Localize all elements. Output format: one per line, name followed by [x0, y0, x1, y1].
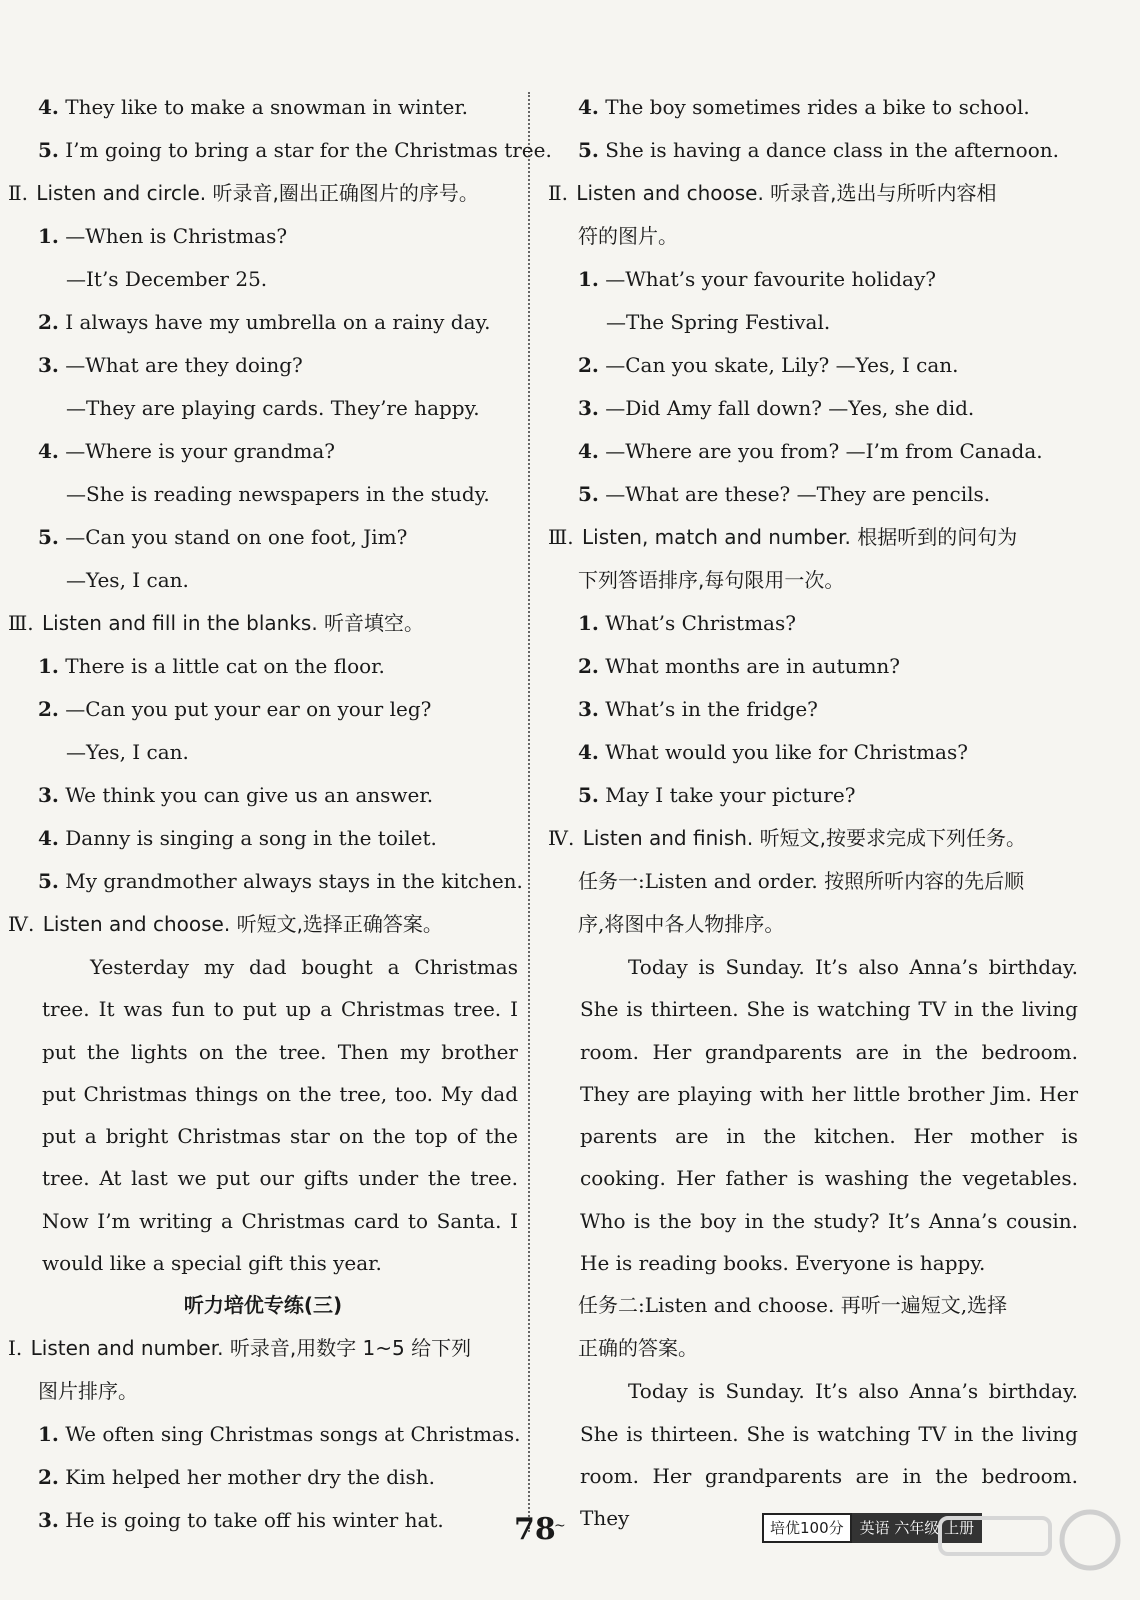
item-number: 5.	[578, 482, 599, 506]
item-text: He is going to take off his winter hat.	[58, 1508, 444, 1533]
list-item	[548, 602, 1078, 645]
item-text: —Can you stand on one foot, Jim?	[58, 525, 408, 549]
section-heading: Ⅲ. Listen and fill in the blanks. 听音填空。	[8, 611, 425, 635]
section-heading: Ⅲ. Listen, match and number. 根据听到的问句为	[548, 525, 1018, 549]
item-number: 2.	[38, 1465, 59, 1490]
list-item: 4. The boy sometimes rides a bike to school.	[578, 95, 1030, 119]
item-number: 1.	[578, 611, 599, 635]
list-item-continuation: —The Spring Festival.	[606, 310, 831, 334]
list-item: 4. They like to make a snowman in winter.	[38, 95, 469, 119]
item-text: —What’s your favourite holiday?	[598, 267, 936, 291]
section-heading-cont: 下列答语排序,每句限用一次。	[578, 568, 845, 592]
item-number: 1.	[38, 654, 59, 678]
list-item-continuation: —She is reading newspapers in the study.	[66, 482, 490, 506]
list-item	[548, 688, 1078, 731]
item-text: Danny is singing a song in the toilet.	[58, 826, 437, 850]
section-heading: Ⅳ. Listen and finish. 听短文,按要求完成下列任务。	[548, 826, 1026, 850]
item-number: 1.	[38, 224, 59, 248]
item-text: —Where is your grandma?	[58, 439, 336, 463]
section-items	[8, 645, 523, 903]
section-heading: Ⅱ. Listen and choose. 听录音,选出与所听内容相	[548, 181, 997, 205]
list-item	[8, 344, 518, 387]
list-item	[548, 731, 1078, 774]
item-text: May I take your picture?	[598, 783, 856, 807]
list-item: 5. She is having a dance class in the afternoon.	[578, 138, 1059, 162]
section-items	[8, 1413, 521, 1542]
list-item	[548, 258, 1078, 301]
section-items	[548, 258, 1078, 516]
item-text: Kim helped her mother dry the dish.	[58, 1465, 435, 1490]
item-text: My grandmother always stays in the kitchen.	[58, 869, 523, 893]
item-number: 4.	[578, 439, 599, 463]
list-item	[8, 430, 518, 473]
item-text: —What are these? —They are pencils.	[598, 482, 991, 506]
item-number: 5.	[38, 869, 59, 893]
section-heading-cont: 符的图片。	[578, 224, 678, 248]
item-text: We think you can give us an answer.	[58, 783, 434, 807]
item-text: I always have my umbrella on a rainy day.	[58, 310, 491, 334]
item-number: 3.	[38, 1508, 59, 1533]
item-text: —When is Christmas?	[58, 224, 288, 248]
column-divider	[528, 92, 530, 1532]
section-heading: Ⅰ. Listen and number. 听录音,用数字 1~5 给下列	[8, 1336, 472, 1361]
list-item	[8, 645, 518, 688]
item-number: 5.	[578, 783, 599, 807]
passage: Today is Sunday. It’s also Anna’s birthday. She is thirteen. She is watching TV in the living room. Her grandparents are in the bedroom. They	[580, 1379, 1078, 1531]
list-item	[548, 774, 1078, 817]
item-number: 5.	[38, 525, 59, 549]
list-item	[8, 1456, 518, 1499]
section-heading: Ⅳ. Listen and choose. 听短文,选择正确答案。	[8, 912, 443, 936]
list-item	[548, 645, 1078, 688]
item-text: —What are they doing?	[58, 353, 303, 377]
section-items	[548, 602, 1078, 817]
watermark-logo-icon	[920, 1500, 1130, 1595]
item-text: We often sing Christmas songs at Christmas.	[58, 1422, 521, 1447]
list-item	[548, 387, 1078, 430]
item-number: 4.	[578, 740, 599, 764]
list-item	[8, 688, 518, 731]
item-text: What’s Christmas?	[598, 611, 796, 635]
list-item	[548, 473, 1078, 516]
task-heading-cont: 正确的答案。	[578, 1336, 698, 1361]
item-number: 2.	[38, 697, 59, 721]
list-item	[548, 344, 1078, 387]
item-number: 1.	[578, 267, 599, 291]
passage: Today is Sunday. It’s also Anna’s birthday. She is thirteen. She is watching TV in the living room. Her grandparents are in the bedroom. They are playing with her little brother Jim. Her parents are in the kitchen. Her mother is cooking. Her father is washing the vegetables. Who is the boy in the study? It’s Anna’s cousin. He is reading books. Everyone is happy.	[580, 955, 1078, 1276]
watermark-shape	[920, 1500, 1130, 1595]
list-item	[548, 430, 1078, 473]
task-heading: 任务一:Listen and order. 按照所听内容的先后顺	[578, 869, 1025, 893]
item-text: —Where are you from? —I’m from Canada.	[598, 439, 1043, 463]
item-number: 3.	[578, 396, 599, 420]
item-number: 3.	[38, 353, 59, 377]
item-number: 3.	[38, 783, 59, 807]
right-column	[548, 86, 1078, 1540]
item-number: 1.	[38, 1422, 59, 1447]
list-item-continuation: —It’s December 25.	[66, 267, 268, 291]
item-text: —Can you skate, Lily? —Yes, I can.	[598, 353, 959, 377]
list-item	[8, 860, 523, 903]
item-number: 2.	[578, 654, 599, 678]
item-number: 3.	[578, 697, 599, 721]
item-number: 4.	[38, 439, 59, 463]
list-item	[8, 1499, 518, 1542]
section-items	[8, 215, 518, 602]
brand-right: 英语 六年级 上册	[852, 1513, 983, 1543]
item-text: There is a little cat on the floor.	[58, 654, 385, 678]
list-item-continuation: —They are playing cards. They’re happy.	[66, 396, 480, 420]
list-item: 5. I’m going to bring a star for the Christmas tree.	[38, 138, 552, 162]
item-text: —Did Amy fall down? —Yes, she did.	[598, 396, 975, 420]
list-item-continuation: —Yes, I can.	[66, 568, 189, 592]
task-heading-cont: 序,将图中各人物排序。	[578, 912, 785, 936]
sub-title: 听力培优专练(三)	[183, 1293, 343, 1318]
list-item	[8, 516, 518, 559]
section-heading: Ⅱ. Listen and circle. 听录音,圈出正确图片的序号。	[8, 181, 479, 205]
list-item	[8, 301, 518, 344]
list-item	[8, 215, 518, 258]
task-heading: 任务二:Listen and choose. 再听一遍短文,选择	[578, 1293, 1008, 1318]
item-number: 4.	[38, 826, 59, 850]
item-text: What months are in autumn?	[598, 654, 901, 678]
item-text: What’s in the fridge?	[598, 697, 818, 721]
list-item-continuation: —Yes, I can.	[66, 740, 189, 764]
list-item	[8, 817, 518, 860]
item-text: What would you like for Christmas?	[598, 740, 968, 764]
section-heading-cont: 图片排序。	[38, 1379, 138, 1404]
page-number: 78	[514, 1512, 556, 1547]
brand-left: 培优100分	[762, 1513, 852, 1543]
list-item	[8, 774, 518, 817]
list-item	[8, 1413, 521, 1456]
passage: Yesterday my dad bought a Christmas tree. It was fun to put up a Christmas tree. I put the lights on the tree. Then my brother put Christmas things on the tree, too. My dad put a bright Christmas star on the top of the tree. At last we put our gifts under the tree. Now I’m writing a Christmas card to Santa. I would like a special gift this year.	[42, 955, 518, 1276]
item-text: —Can you put your ear on your leg?	[58, 697, 432, 721]
item-number: 2.	[578, 353, 599, 377]
item-number: 2.	[38, 310, 59, 334]
wave-icon: ~	[554, 1518, 566, 1534]
